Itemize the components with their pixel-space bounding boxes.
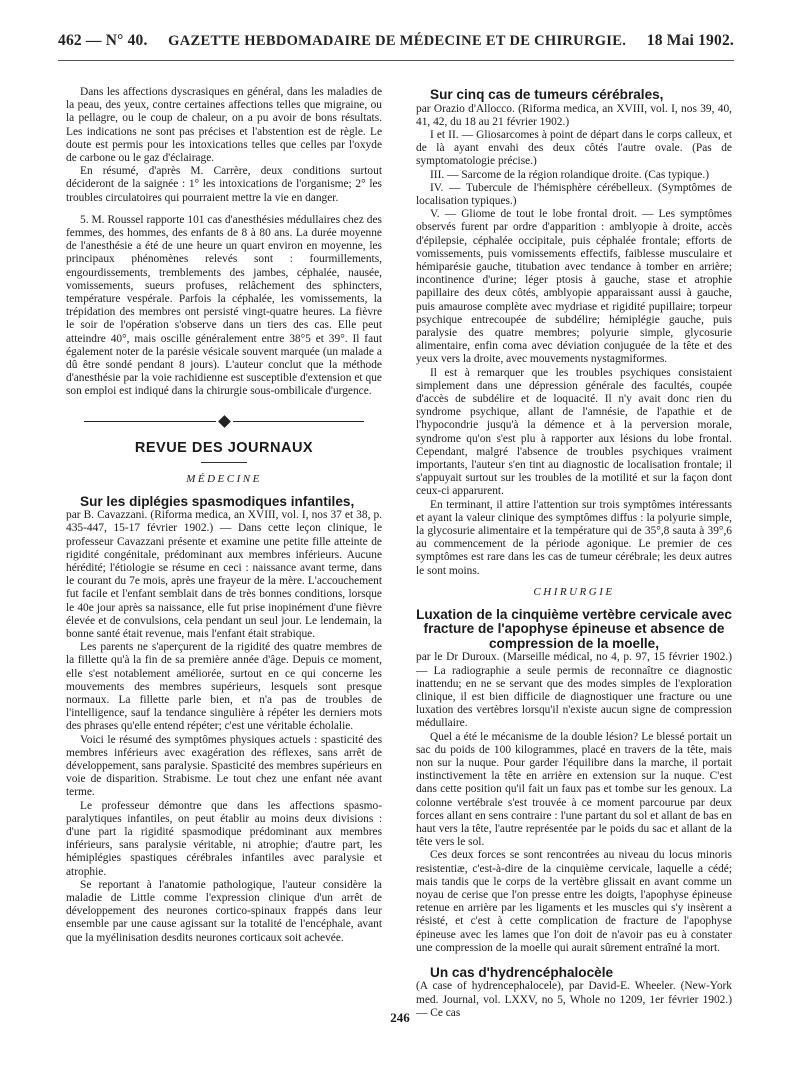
page-issue-number: 462 — N° 40.	[58, 32, 148, 49]
issue-date: 18 Mai 1902.	[646, 32, 734, 49]
paragraph: En résumé, d'après M. Carrère, deux conditions surtout décideront de la saignée : 1° les intoxications de l'organisme; 2° les troubles circulatoires qui pourraient mettre la vie en danger.	[66, 165, 382, 204]
paragraph: III. — Sarcome de la région rolandique droite. (Cas typique.)	[430, 168, 709, 181]
paragraph: V. — Gliome de tout le lobe frontal droit. — Les symptômes observés furent par ordre d'apparition : amblyopie à droite, accès d'épilepsie, céphalée occipitale, puis céphalée frontale; efforts de vomissements, puis vomissements effectifs, faiblesse musculaire et hémiparésie gauche, titubation avec tendance à tomber en arrière; incontinence d'urine; léger ptosis à gauche, stase et atrophie papillaire des deux côtés, amblyopie apparaissant aussi à gauche, puis amaurose complète avec mydriase et rigidité pupillaire; torpeur psychique entrecoupée de subdélire; hémiplégie gauche, puis paralysie des quatre membres; polyurie simple, glycosurie alimentaire, enfin coma avec déviation conjuguée de la tête et des yeux vers la droite, avec mouvements nystagmiformes.	[416, 208, 732, 366]
journal-title: GAZETTE HEBDOMADAIRE DE MÉDECINE ET DE CHIRURGIE.	[168, 33, 627, 49]
paragraph: En terminant, il attire l'attention sur trois symptômes intéressants et ayant la valeur clinique des symptômes diffus : la polyurie simple, la glycosurie alimentaire et la température qui de 35°,8 sauta à 39°,6 au commencement de la période agonique. Le premier de ces symptômes est rare dans les cas de tumeur cérébrale; les deux autres le sont moins.	[416, 498, 732, 577]
running-header	[58, 32, 734, 58]
paragraph: Il est à remarquer que les troubles psychiques consistaient simplement dans une dépression générale des facultés, coupée d'accès de subdélire et de loquacité. Il n'y avait donc rien du syndrome psychique, allant de l'amnésie, de l'apathie et de l'hypocondrie jusqu'à la démence et à la perversion morale, syndrome qu'on s'est plu à rapporter aux lésions du lobe frontal. Cependant, malgré l'absence de troubles psychiques vraiment importants, l'auteur s'en tint au diagnostic de localisation frontale; il s'appuyait surtout sur les troubles de la motilité et sur la façon dont ceux-ci apparurent.	[416, 366, 732, 498]
paragraph: Le professeur démontre que dans les affections spasmo-paralytiques infantiles, on peut établir au moins deux divisions : d'une part la rigidité spasmodique prédominant aux membres inférieurs, sans paralysie véritable, ni atrophie; d'autre part, les hémiplégies spastiques cérébrales infantiles avec paralysie et atrophie.	[66, 799, 382, 878]
paragraph: par Orazio d'Allocco. (Riforma medica, an XVIII, vol. I, nos 39, 40, 41, 42, du 18 au 21 février 1902.)	[416, 102, 732, 128]
paragraph: I et II. — Gliosarcomes à point de départ dans le corps calleux, et de là ayant envahi des deux côtés l'autre ovale. (Pas de symptomatologie précise.)	[416, 128, 732, 168]
section-divider	[84, 417, 364, 426]
paragraph: Ces deux forces se sont rencontrées au niveau du locus minoris resistentiæ, c'est-à-dire de la cinquième cervicale, laquelle a cédé; mais tandis que le corps de la vertèbre glissait en avant comme un noyau de cerise que l'on presse entre les doigts, l'apophyse épineuse retenue en arrière par les ligaments et les muscles qui s'y insèrent a résisté, et c'est à cette complication de fracture de l'apophyse épineuse avec les lames que l'on doit de n'avoir pas eu à constater une compression de la moelle qui aurait sûrement entraîné la mort.	[416, 849, 732, 954]
article-title: Sur les diplégies spasmodiques infantiles,	[80, 493, 355, 509]
paragraph: 5. M. Roussel rapporte 101 cas d'anesthésies médullaires chez des femmes, des hommes, des enfants de 8 à 80 ans. La durée moyenne de l'anesthésie a été de une heure un quart environ en moyenne, les principaux phénomènes relevés sont : fourmillements, engourdissements, tremblements des jambes, céphalée, nausée, vomissements, sueurs profuses, relâchement des sphincters, température vespérale. Parfois la céphalée, les vomissements, la trépidation des membres ont persisté vingt-quatre heures. La fièvre le soir de l'opération s'observe dans un tiers des cas. Elle peut atteindre 40°, mais oscille généralement entre 38°5 et 39°. Il faut également noter de la parésie vésicale souvent marquée (un malade a dû être sondé pendant 8 jours). L'auteur conclut que la méthode d'anesthésie par la voie rachidienne est susceptible d'extension et que son emploi est indiqué dans la chirurgie sous-ombilicale d'urgence.	[66, 213, 382, 398]
page-number: 246	[390, 1010, 410, 1025]
short-divider	[201, 462, 247, 463]
left-column	[66, 86, 382, 945]
paragraph: IV. — Tubercule de l'hémisphère cérébelleux. (Symptômes de localisation typiques.)	[416, 181, 732, 207]
paragraph: Voici le résumé des symptômes physiques actuels : spasticité des membres inférieurs avec exagération des réflexes, sans arrêt de développement, sans paralysie. Spasticité des membres supérieurs en voie de disparition. Strabisme. Le tout chez une enfant née avant terme.	[66, 733, 382, 799]
paragraph: Quel a été le mécanisme de la double lésion? Le blessé portait un sac du poids de 100 kilogrammes, placé en travers de la tête, mais non sur la nuque. Pour garder l'équilibre dans la marche, il portait instinctivement la tête en arrière en extension sur la nuque. C'est dans cette position qu'il fait un faux pas et tombe sur les genoux. La colonne vertébrale s'est trouvée à ce moment parcourue par deux forces allant en sens contraire : l'une partant du sol et allant de bas en haut vers la tête, l'autre représentée par le poids du sac et allant de la tête vers le sol.	[416, 730, 732, 849]
diamond-ornament-icon	[218, 415, 231, 428]
paragraph: Se reportant à l'anatomie pathologique, l'auteur considère la maladie de Little comme l'expression clinique d'un arrêt de développement des neurones cortico-spinaux frappés dans leur ensemble par une cause agissant sur la totalité de l'encéphale, avant que la myélinisation desdits neurones corticaux soit achevée.	[66, 878, 382, 944]
header-rule	[58, 60, 734, 61]
right-column	[416, 86, 732, 1020]
article-title: Sur cinq cas de tumeurs cérébrales,	[430, 87, 664, 102]
rubric-heading: MÉDECINE	[186, 472, 262, 485]
paragraph: (A case of hydrencephalocele), par David-E. Wheeler. (New-York med. Journal, vol. LXXV, no 5, Whole no 1209, 1er février 1902.) — Ce cas	[416, 980, 732, 1019]
paragraph: par B. Cavazzani. (Riforma medica, an XVIII, vol. I, nos 37 et 38, p. 435-447, 15-17 février 1902.) — Dans cette leçon clinique, le professeur Cavazzani présente et examine une petite fille atteinte de rigidité congénitale, prédominant aux membres inférieurs. Aucune hérédité; l'étiologie se résume en ceci : naissance avant terme, dans le courant du 7e mois, après une frayeur de la mère. L'accouchement fut facile et l'enfant semblait dans de très bonnes conditions, lorsque le 40e jour après sa naissance, elle fut prise inopinément d'une fièvre élevée et de convulsions, cela pendant un seul jour. Le lendemain, la bonne santé était revenue, mais l'enfant était strabique.	[66, 509, 382, 640]
rubric-heading: CHIRURGIE	[533, 585, 615, 598]
article-title: Luxation de la cinquième vertèbre cervicale avec fracture de l'apophyse épineuse et absence de compression de la moelle,	[416, 606, 732, 651]
article-title: Un cas d'hydrencéphalocèle	[430, 964, 614, 980]
paragraph: Les parents ne s'aperçurent de la rigidité des quatre membres de la fillette qu'à la fin de sa première année d'âge. Depuis ce moment, elle s'est notablement améliorée, surtout en ce qui concerne les mouvements des membres supérieurs, lesquels sont presque normaux. La fillette parle bien, et n'a pas de troubles de l'intelligence, sauf la tendance singulière à répéter les derniers mots des phrases qu'elle entend répéter; c'est une véritable écholalie.	[66, 641, 382, 733]
section-title: REVUE DES JOURNAUX	[134, 439, 314, 456]
paragraph: par le Dr Duroux. (Marseille médical, no 4, p. 97, 15 février 1902.) — La radiographie a seule permis de reconnaître ce diagnostic inattendu; en ne se servant que des modes simples de l'exploration clinique, il est bien difficile de diagnostiquer une fracture ou une luxation des vertèbres lorsqu'il n'existe aucun signe de compression médullaire.	[416, 651, 732, 730]
paragraph: Dans les affections dyscrasiques en général, dans les maladies de la peau, des yeux, contre certaines affections telles que migraine, ou la pellagre, ou le coup de chaleur, on a pu avoir de bons résultats. Les indications ne sont pas précises et l'abstention est de règle. Le doute est permis pour les intoxications telles que celles par l'oxyde de carbone ou le gaz d'éclairage.	[66, 86, 382, 165]
